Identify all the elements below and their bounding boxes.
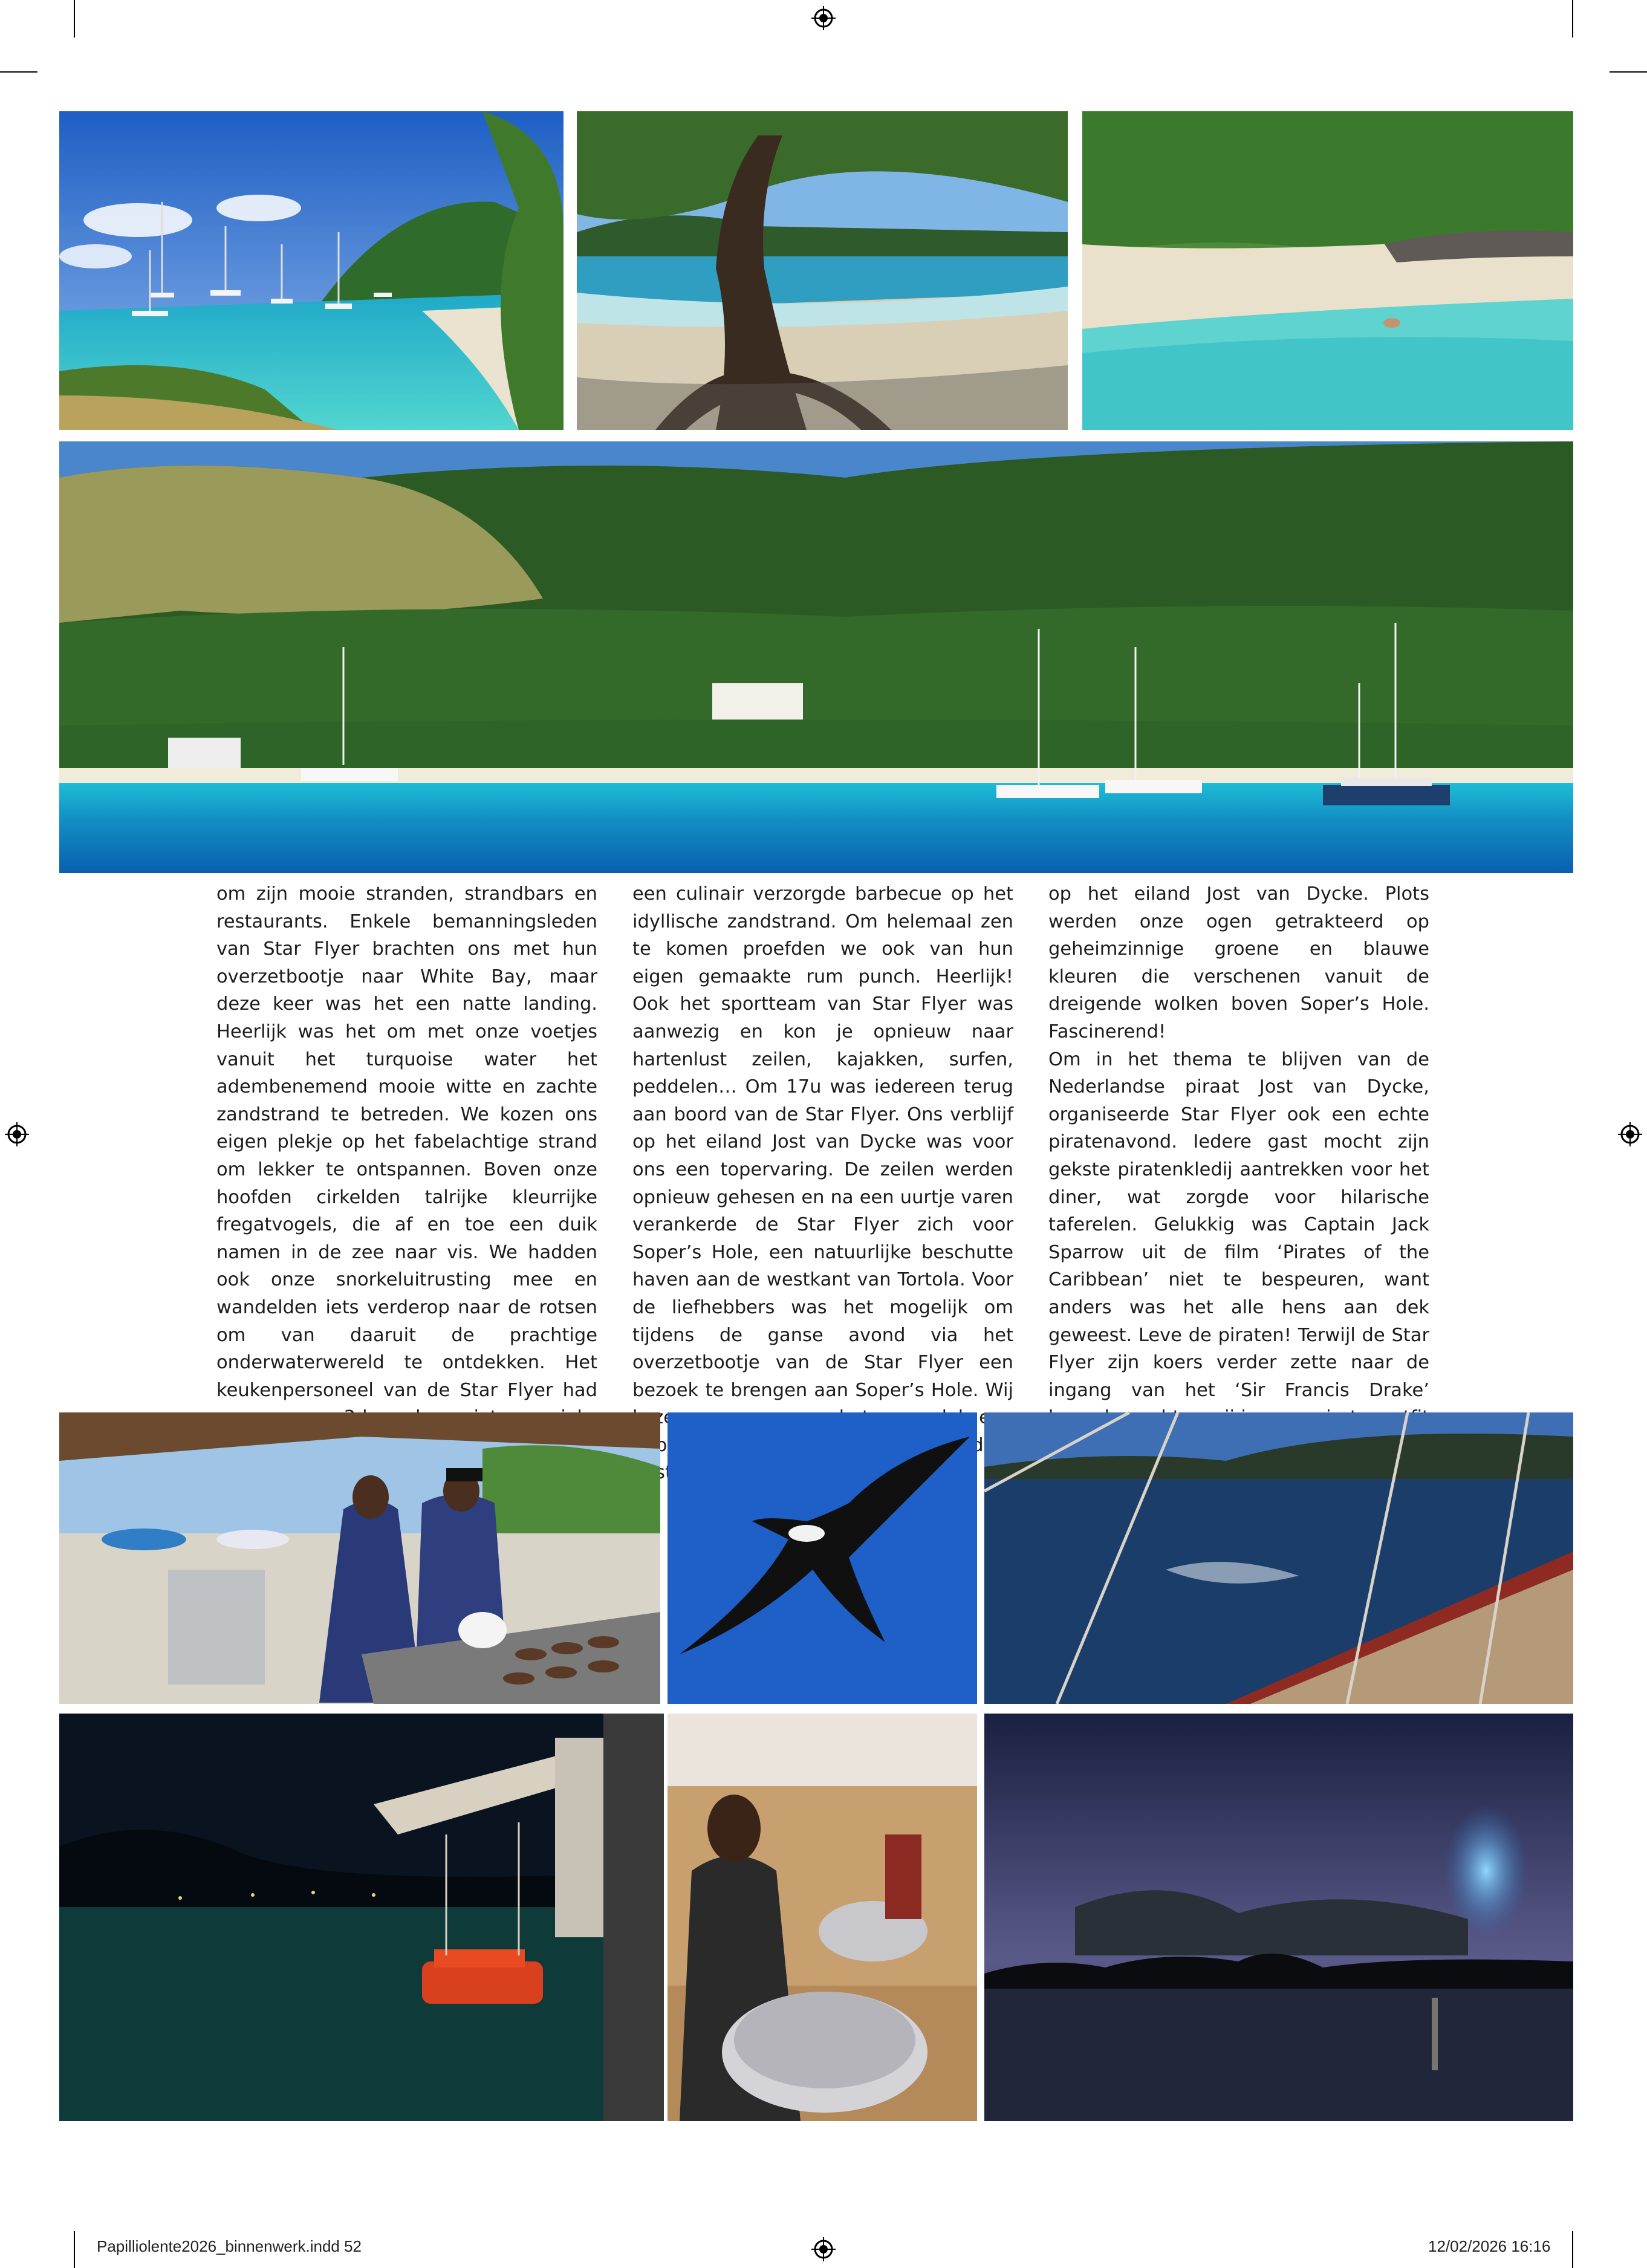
barbecue-grill-photo bbox=[59, 1412, 660, 1704]
night-tender-photo bbox=[59, 1714, 664, 2121]
article-column-3 bbox=[1048, 880, 1429, 1408]
registration-mark-left-icon bbox=[5, 1122, 29, 1146]
frigatebird-photo bbox=[668, 1412, 977, 1704]
steeldrum-player-photo bbox=[668, 1714, 977, 2121]
crop-mark-bottom-right bbox=[1572, 2231, 1573, 2268]
crop-mark-left-top bbox=[0, 71, 37, 73]
swimmer-cove-photo bbox=[1082, 111, 1573, 430]
article-column-3-paragraph-2-text: Om in het thema te blijven van de Nederlandse piraat Jost van Dycke, organiseerde Star Flyer ook een echte piratenavond. Iedere gast mocht zijn gekste piratenkledij aantrekken voor het diner, wat zorgde voor hilarische taferelen. Gelukkig was Captain Jack Sparrow uit de film ‘Pirates of the Caribbean’ niet te bespeuren, want anders was het alle hens aan dek geweest. Leve de piraten! Terwijl de Star Flyer zijn koers verder zette naar de ingang van het ‘Sir Francis Drake’ bbox=[1048, 1048, 1429, 1401]
crop-mark-top-right bbox=[1572, 0, 1573, 37]
article-column-1-text: om zijn mooie stranden, strandbars en restaurants. Enkele bemanningsleden van Star Flyer brachten ons met hun overzetbootje naar White Bay, maar deze keer was het een natte landing. Heerlijk was het om met onze voetjes vanuit het turquoise water het adembenemend mooie witte en zachte zandstrand te betreden. We kozen ons eigen plekje op het fabelachtige strand om lekker te ontspannen. Boven onze hoofden cirkelden talrijke kleurrijke fregatvogels, die af en toe een duik namen in de zee naar vis. We hadden ook onze snorkeluitrusting mee en wandelden iets verderop naar de rotsen om van daaruit de prachtige onderwaterwereld te ontdekken. Het keukenpersoneel van de Star Flyer had bbox=[216, 883, 597, 1401]
article-column-2 bbox=[632, 880, 1013, 1484]
footer-datetime: 12/02/2026 16:16 bbox=[1428, 2237, 1551, 2255]
white-bay-panorama-photo bbox=[59, 441, 1573, 873]
registration-mark-top-icon bbox=[811, 6, 836, 30]
crop-mark-bottom-left bbox=[74, 2231, 75, 2268]
article-column-1 bbox=[216, 880, 597, 1408]
article-column-3-paragraph-1: op het eiland Jost van Dycke. Plots werden onze ogen getrakteerd op geheimzinnige groene en blauwe kleuren die verschenen vanuit de dreigende wolken boven Soper’s Hole. Fascinerend! bbox=[1048, 883, 1429, 1042]
crop-mark-top-left bbox=[74, 0, 75, 37]
registration-mark-right-icon bbox=[1618, 1122, 1642, 1146]
tree-beach-photo bbox=[577, 111, 1068, 430]
footer-filename: Papilliolente2026_binnenwerk.indd 52 bbox=[97, 2237, 362, 2255]
deck-sailing-photo bbox=[984, 1412, 1573, 1704]
registration-mark-bottom-icon bbox=[811, 2237, 836, 2261]
crop-mark-right-top bbox=[1610, 71, 1647, 73]
article-column-2-text: een culinair verzorgde barbecue op het idyllische zandstrand. Om helemaal zen te komen proefden we ook van hun eigen gemaakte rum punch. Heerlijk! Ook het sportteam van Star Flyer was aanwezig en kon je opnieuw naar hartenlust zeilen, kajakken, surfen, peddelen… Om 17u was iedereen terug aan boord van de Star Flyer. Ons verblijf op het eiland Jost van Dycke was voor ons een topervaring. De zeilen werden opnieuw gehesen en na een uurtje varen verankerde de Star Flyer zich voor Soper’s Hole, een natuurlijke beschutte haven aan de westkant van Tortola. Voor de liefhebbers was het mogelijk om tijdens de ganse avond via het overzetbootje van de Star Flyer een bezoek te brengen aan Soper’s Hole. Wij andere gasten bbox=[632, 883, 1013, 1484]
bay-sailboats-photo bbox=[59, 111, 564, 430]
night-sky-lights-photo bbox=[984, 1714, 1573, 2121]
